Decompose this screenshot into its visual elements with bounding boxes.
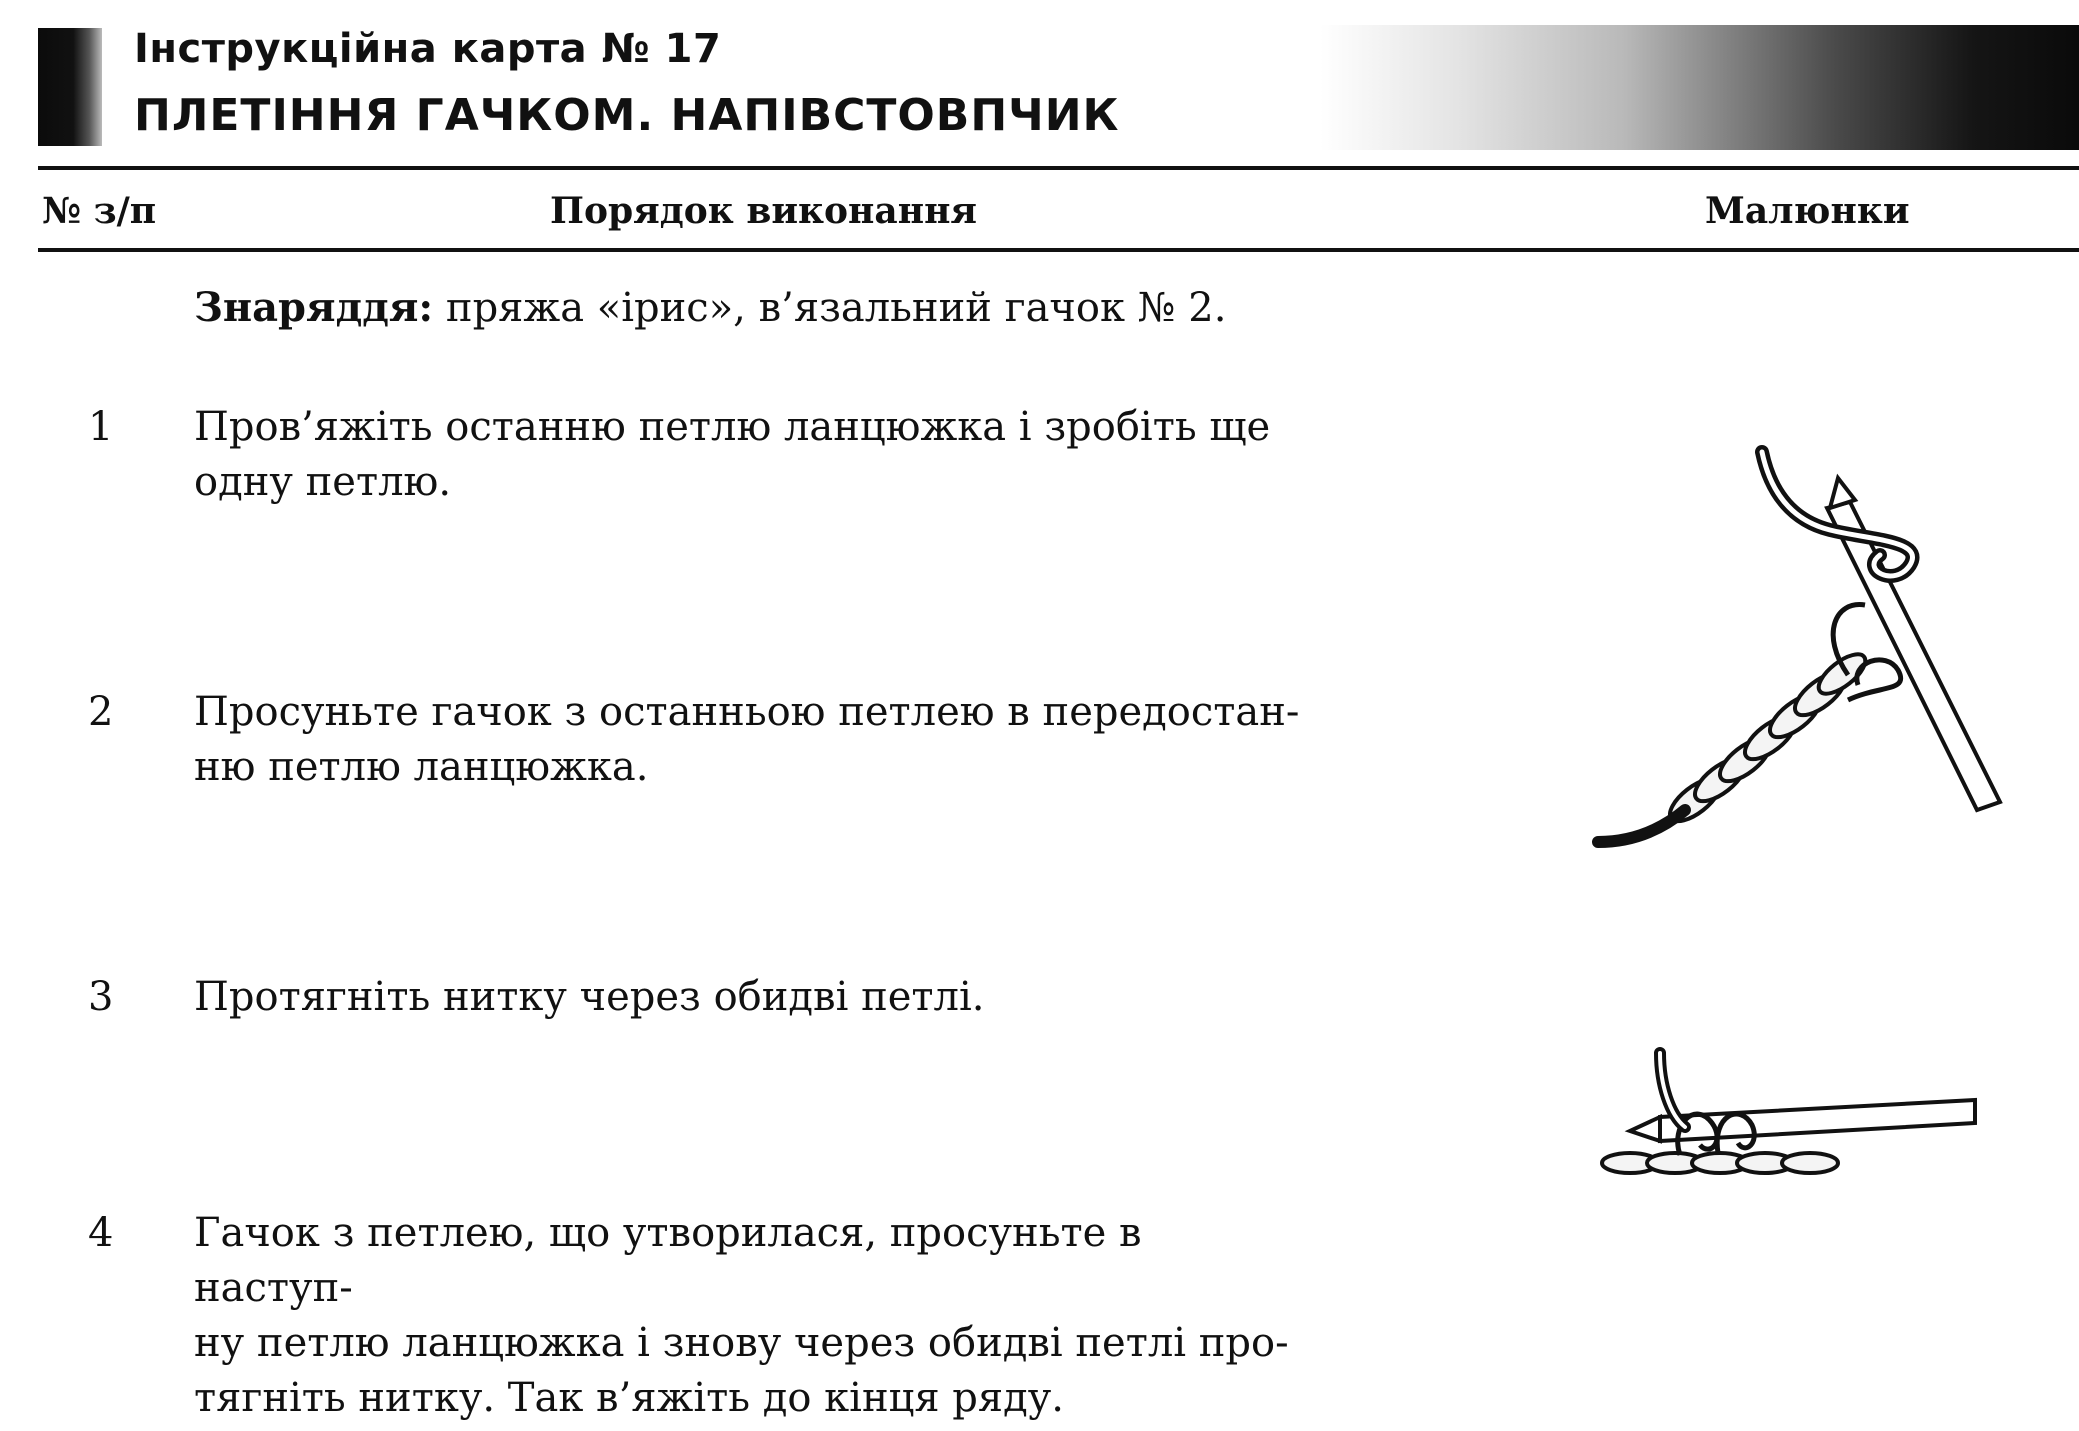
column-header-number: № з/п: [42, 190, 157, 232]
step-text: Просуньте гачок з останньою петлею в передостан- ню петлю ланцюжка.: [194, 689, 1300, 790]
tools-text: пряжа «ірис», в’язальний гачок № 2.: [433, 285, 1227, 331]
table-top-rule: [38, 166, 2079, 170]
crochet-hook-illustration-1: [1580, 430, 2020, 860]
step-number: 4: [88, 1210, 114, 1256]
tools-line: [194, 284, 1226, 331]
card-title: Інструкційна карта № 17: [134, 26, 722, 72]
step-text: Гачок з петлею, що утворилася, просуньте в наступ- ну петлю ланцюжка і знову через обидві петлі про- тягніть нитку. Так в’яжіть до кінця ряду.: [194, 1210, 1289, 1421]
card-header: [0, 0, 2079, 160]
step-text: Протягніть нитку через обидві петлі.: [194, 974, 985, 1020]
header-dark-block: [38, 28, 102, 146]
crochet-hook-illustration-2: [1600, 1045, 1980, 1195]
column-header-procedure: Порядок виконання: [550, 190, 978, 232]
tools-label: Знаряддя:: [194, 284, 434, 331]
header-gradient-band: [1320, 25, 2079, 150]
step-number: 2: [88, 689, 114, 735]
card-subtitle: ПЛЕТІННЯ ГАЧКОМ. НАПІВСТОВПЧИК: [134, 90, 1120, 141]
step-number: 3: [88, 974, 114, 1020]
column-header-pictures: Малюнки: [1705, 190, 1910, 232]
table-header-rule: [38, 248, 2079, 252]
step-number: 1: [88, 404, 114, 450]
step-text: Пров’яжіть останню петлю ланцюжка і зробіть ще одну петлю.: [194, 404, 1271, 505]
